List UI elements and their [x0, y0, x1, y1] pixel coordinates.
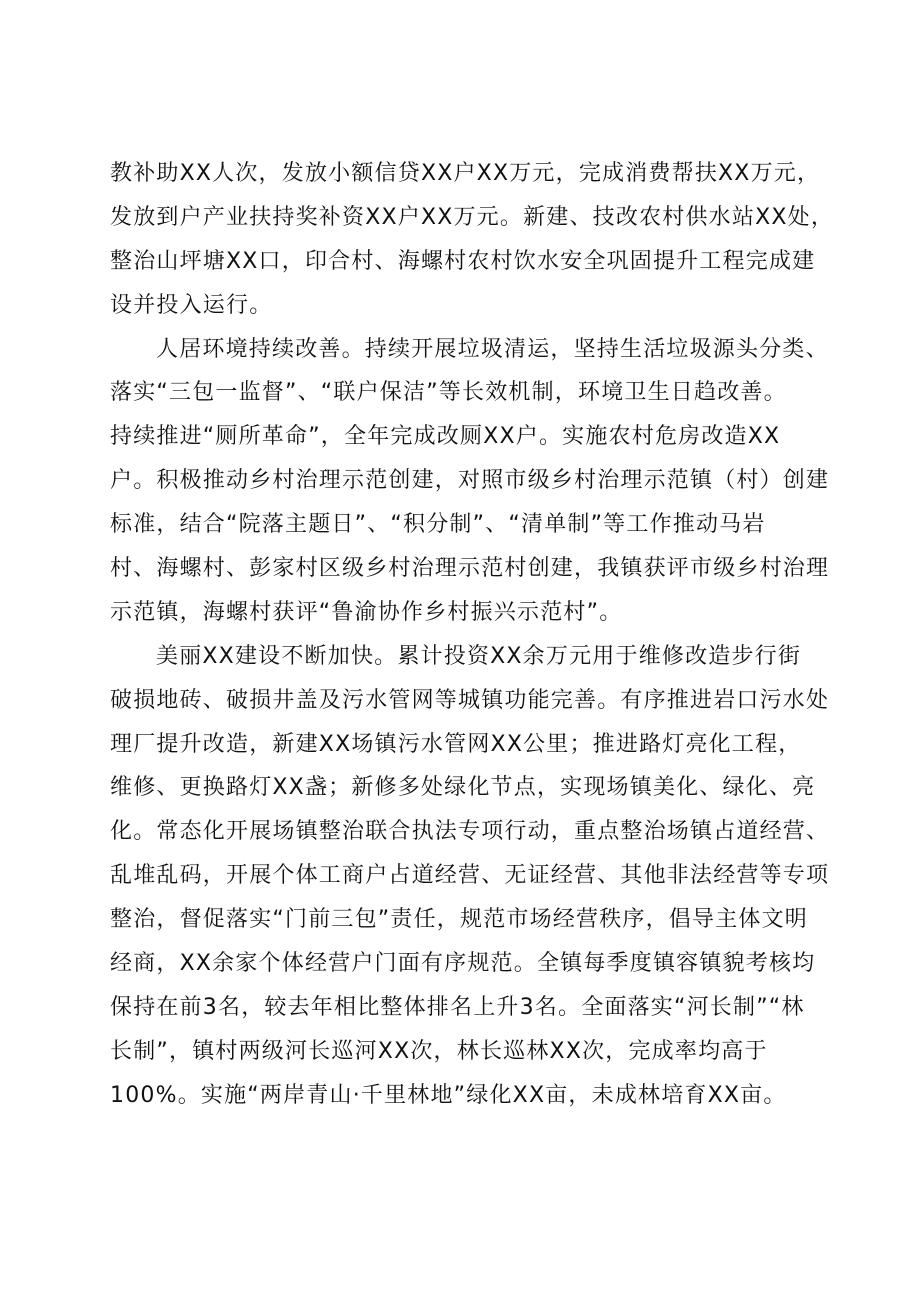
paragraph-line: 100%。实施“两岸青山·千里林地”绿化XX亩，未成林培育XX亩。 [110, 1082, 787, 1108]
paragraph-line: 户。积极推动乡村治理示范创建，对照市级乡村治理示范镇（村）创建 [110, 468, 830, 494]
paragraph-line: 破损地砖、破损井盖及污水管网等城镇功能完善。有序推进岩口污水处 [110, 687, 830, 713]
paragraph-line: 整治，督促落实“门前三包”责任，规范市场经营秩序，倡导主体文明 [110, 907, 808, 933]
paragraph-line: 理厂提升改造，新建XX场镇污水管网XX公里；推进路灯亮化工程， [110, 731, 802, 757]
paragraph-line: 美丽XX建设不断加快。累计投资XX余万元用于维修改造步行街 [156, 643, 802, 669]
paragraph-line: 持续推进“厕所革命”，全年完成改厕XX户。实施农村危房改造XX [110, 424, 781, 450]
paragraph-line: 发放到户产业扶持奖补资XX户XX万元。新建、技改农村供水站XX处， [110, 204, 835, 230]
document-body [110, 152, 850, 1118]
paragraph-line: 示范镇，海螺村获评“鲁渝协作乡村振兴示范村”。 [110, 599, 623, 625]
paragraph-line: 设并投入运行。 [110, 292, 273, 318]
paragraph-line: 保持在前3名，较去年相比整体排名上升3名。全面落实“河长制”“林 [110, 994, 805, 1020]
paragraph-line: 整治山坪塘XX口，印合村、海螺村农村饮水安全巩固提升工程完成建 [110, 248, 816, 274]
paragraph-line: 长制”，镇村两级河长巡河XX次，林长巡林XX次，完成率均高于 [110, 1038, 768, 1064]
paragraph-line: 落实“三包一监督”、“联户保洁”等长效机制，环境卫生日趋改善。 [110, 380, 787, 406]
paragraph-line: 化。常态化开展场镇整治联合执法专项行动，重点整治场镇占道经营、 [110, 819, 830, 845]
paragraph-line: 教补助XX人次，发放小额信贷XX户XX万元，完成消费帮扶XX万元， [110, 161, 821, 186]
paragraph-line: 标准，结合“院落主题日”、“积分制”、“清单制”等工作推动马岩 [110, 512, 766, 538]
paragraph-line: 人居环境持续改善。持续开展垃圾清运，坚持生活垃圾源头分类、 [156, 336, 829, 362]
paragraph-line: 乱堆乱码，开展个体工商户占道经营、无证经营、其他非法经营等专项 [110, 863, 830, 889]
paragraph-line: 维修、更换路灯XX盏；新修多处绿化节点，实现场镇美化、绿化、亮 [110, 775, 816, 801]
paragraph-line: 经商，XX余家个体经营户门面有序规范。全镇每季度镇容镇貌考核均 [110, 951, 816, 977]
paragraph-line: 村、海螺村、彭家村区级乡村治理示范村创建，我镇获评市级乡村治理 [110, 556, 830, 582]
